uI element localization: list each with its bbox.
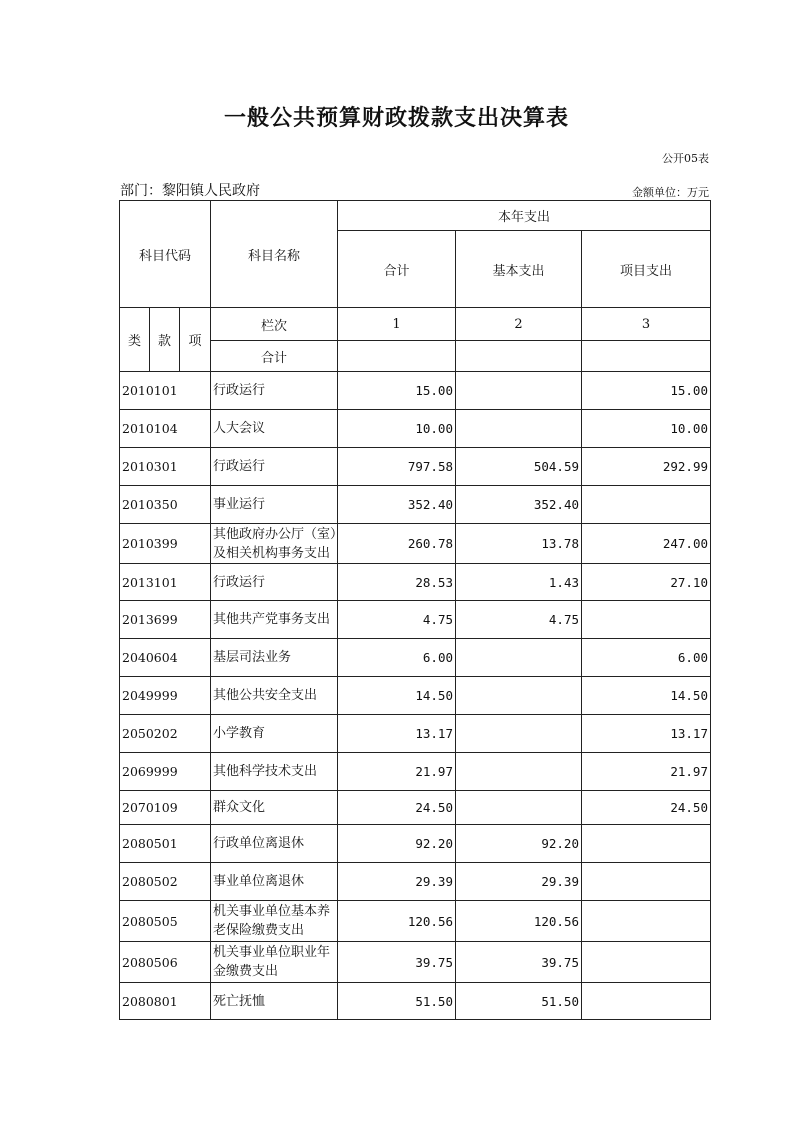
table-row — [120, 410, 711, 448]
table-row — [120, 564, 711, 601]
row-project — [582, 825, 711, 863]
row-total: 797.58 — [338, 448, 456, 486]
row-basic: 13.78 — [456, 524, 582, 564]
sum-row-project — [582, 341, 711, 372]
header-col2: 2 — [456, 308, 582, 341]
row-basic — [456, 372, 582, 410]
table-row — [120, 601, 711, 639]
table-row — [120, 486, 711, 524]
row-basic: 504.59 — [456, 448, 582, 486]
row-code: 2080502 — [120, 863, 211, 901]
header-xiang: 项 — [180, 308, 211, 372]
row-name: 死亡抚恤 — [211, 983, 338, 1020]
row-basic: 51.50 — [456, 983, 582, 1020]
row-basic: 120.56 — [456, 901, 582, 942]
row-name: 行政运行 — [211, 372, 338, 410]
header-project: 项目支出 — [582, 231, 711, 308]
row-name: 行政单位离退休 — [211, 825, 338, 863]
row-project: 27.10 — [582, 564, 711, 601]
row-project: 24.50 — [582, 791, 711, 825]
row-code: 2050202 — [120, 715, 211, 753]
header-col3: 3 — [582, 308, 711, 341]
table-row — [120, 863, 711, 901]
row-basic — [456, 677, 582, 715]
table-row — [120, 448, 711, 486]
form-code: 公开05表 — [662, 152, 709, 165]
row-name: 小学教育 — [211, 715, 338, 753]
row-project — [582, 901, 711, 942]
row-basic — [456, 639, 582, 677]
header-subject-code: 科目代码 — [120, 201, 211, 308]
row-name: 基层司法业务 — [211, 639, 338, 677]
row-name: 事业单位离退休 — [211, 863, 338, 901]
row-code: 2040604 — [120, 639, 211, 677]
row-project — [582, 601, 711, 639]
header-basic: 基本支出 — [456, 231, 582, 308]
table-row — [120, 791, 711, 825]
row-name: 其他共产党事务支出 — [211, 601, 338, 639]
row-code: 2013101 — [120, 564, 211, 601]
unit-label: 金额单位：万元 — [632, 186, 709, 199]
page-title: 一般公共预算财政拨款支出决算表 — [223, 105, 569, 131]
table-row — [120, 983, 711, 1020]
row-name: 其他政府办公厅（室）及相关机构事务支出 — [211, 524, 338, 564]
table-row — [120, 372, 711, 410]
row-code: 2080505 — [120, 901, 211, 942]
sum-row-label: 合计 — [211, 341, 338, 372]
row-code: 2010301 — [120, 448, 211, 486]
table-row — [120, 524, 711, 564]
row-basic — [456, 410, 582, 448]
row-name: 机关事业单位基本养老保险缴费支出 — [211, 901, 338, 942]
department-label: 部门：黎阳镇人民政府 — [120, 183, 260, 199]
header-total: 合计 — [338, 231, 456, 308]
header-current-year: 本年支出 — [338, 201, 711, 231]
row-total: 21.97 — [338, 753, 456, 791]
header-col1: 1 — [338, 308, 456, 341]
row-code: 2010104 — [120, 410, 211, 448]
row-total: 92.20 — [338, 825, 456, 863]
table-row — [120, 677, 711, 715]
row-project: 13.17 — [582, 715, 711, 753]
row-project: 247.00 — [582, 524, 711, 564]
row-total: 352.40 — [338, 486, 456, 524]
row-project — [582, 942, 711, 983]
row-project — [582, 983, 711, 1020]
expenditure-table — [119, 200, 711, 1020]
row-total: 39.75 — [338, 942, 456, 983]
table-row — [120, 825, 711, 863]
row-basic: 29.39 — [456, 863, 582, 901]
row-name: 行政运行 — [211, 448, 338, 486]
sum-row-total — [338, 341, 456, 372]
row-total: 51.50 — [338, 983, 456, 1020]
row-code: 2069999 — [120, 753, 211, 791]
row-total: 10.00 — [338, 410, 456, 448]
row-total: 6.00 — [338, 639, 456, 677]
row-project — [582, 863, 711, 901]
row-basic — [456, 753, 582, 791]
row-total: 4.75 — [338, 601, 456, 639]
row-project: 10.00 — [582, 410, 711, 448]
row-basic — [456, 791, 582, 825]
table-row — [120, 942, 711, 983]
row-code: 2013699 — [120, 601, 211, 639]
row-basic: 352.40 — [456, 486, 582, 524]
row-project: 14.50 — [582, 677, 711, 715]
row-total: 15.00 — [338, 372, 456, 410]
table-row — [120, 715, 711, 753]
row-basic — [456, 715, 582, 753]
row-name: 其他科学技术支出 — [211, 753, 338, 791]
row-total: 14.50 — [338, 677, 456, 715]
row-project — [582, 486, 711, 524]
row-total: 24.50 — [338, 791, 456, 825]
row-total: 13.17 — [338, 715, 456, 753]
table-row — [120, 901, 711, 942]
row-code: 2010101 — [120, 372, 211, 410]
row-project: 15.00 — [582, 372, 711, 410]
row-project: 21.97 — [582, 753, 711, 791]
row-total: 29.39 — [338, 863, 456, 901]
header-subject-name: 科目名称 — [211, 201, 338, 308]
row-total: 260.78 — [338, 524, 456, 564]
table-row — [120, 753, 711, 791]
table-row — [120, 639, 711, 677]
row-name: 人大会议 — [211, 410, 338, 448]
row-total: 120.56 — [338, 901, 456, 942]
row-code: 2010399 — [120, 524, 211, 564]
row-basic: 39.75 — [456, 942, 582, 983]
header-lei: 类 — [120, 308, 150, 372]
row-basic: 1.43 — [456, 564, 582, 601]
row-project: 292.99 — [582, 448, 711, 486]
row-basic: 92.20 — [456, 825, 582, 863]
row-code: 2070109 — [120, 791, 211, 825]
row-project: 6.00 — [582, 639, 711, 677]
row-name: 其他公共安全支出 — [211, 677, 338, 715]
table-body — [120, 372, 711, 1020]
header-kuan: 款 — [150, 308, 180, 372]
row-total: 28.53 — [338, 564, 456, 601]
row-code: 2010350 — [120, 486, 211, 524]
row-name: 事业运行 — [211, 486, 338, 524]
header-column-index: 栏次 — [211, 308, 338, 341]
row-name: 行政运行 — [211, 564, 338, 601]
row-code: 2080801 — [120, 983, 211, 1020]
sum-row-basic — [456, 341, 582, 372]
row-basic: 4.75 — [456, 601, 582, 639]
row-name: 机关事业单位职业年金缴费支出 — [211, 942, 338, 983]
row-code: 2080506 — [120, 942, 211, 983]
row-name: 群众文化 — [211, 791, 338, 825]
row-code: 2049999 — [120, 677, 211, 715]
row-code: 2080501 — [120, 825, 211, 863]
